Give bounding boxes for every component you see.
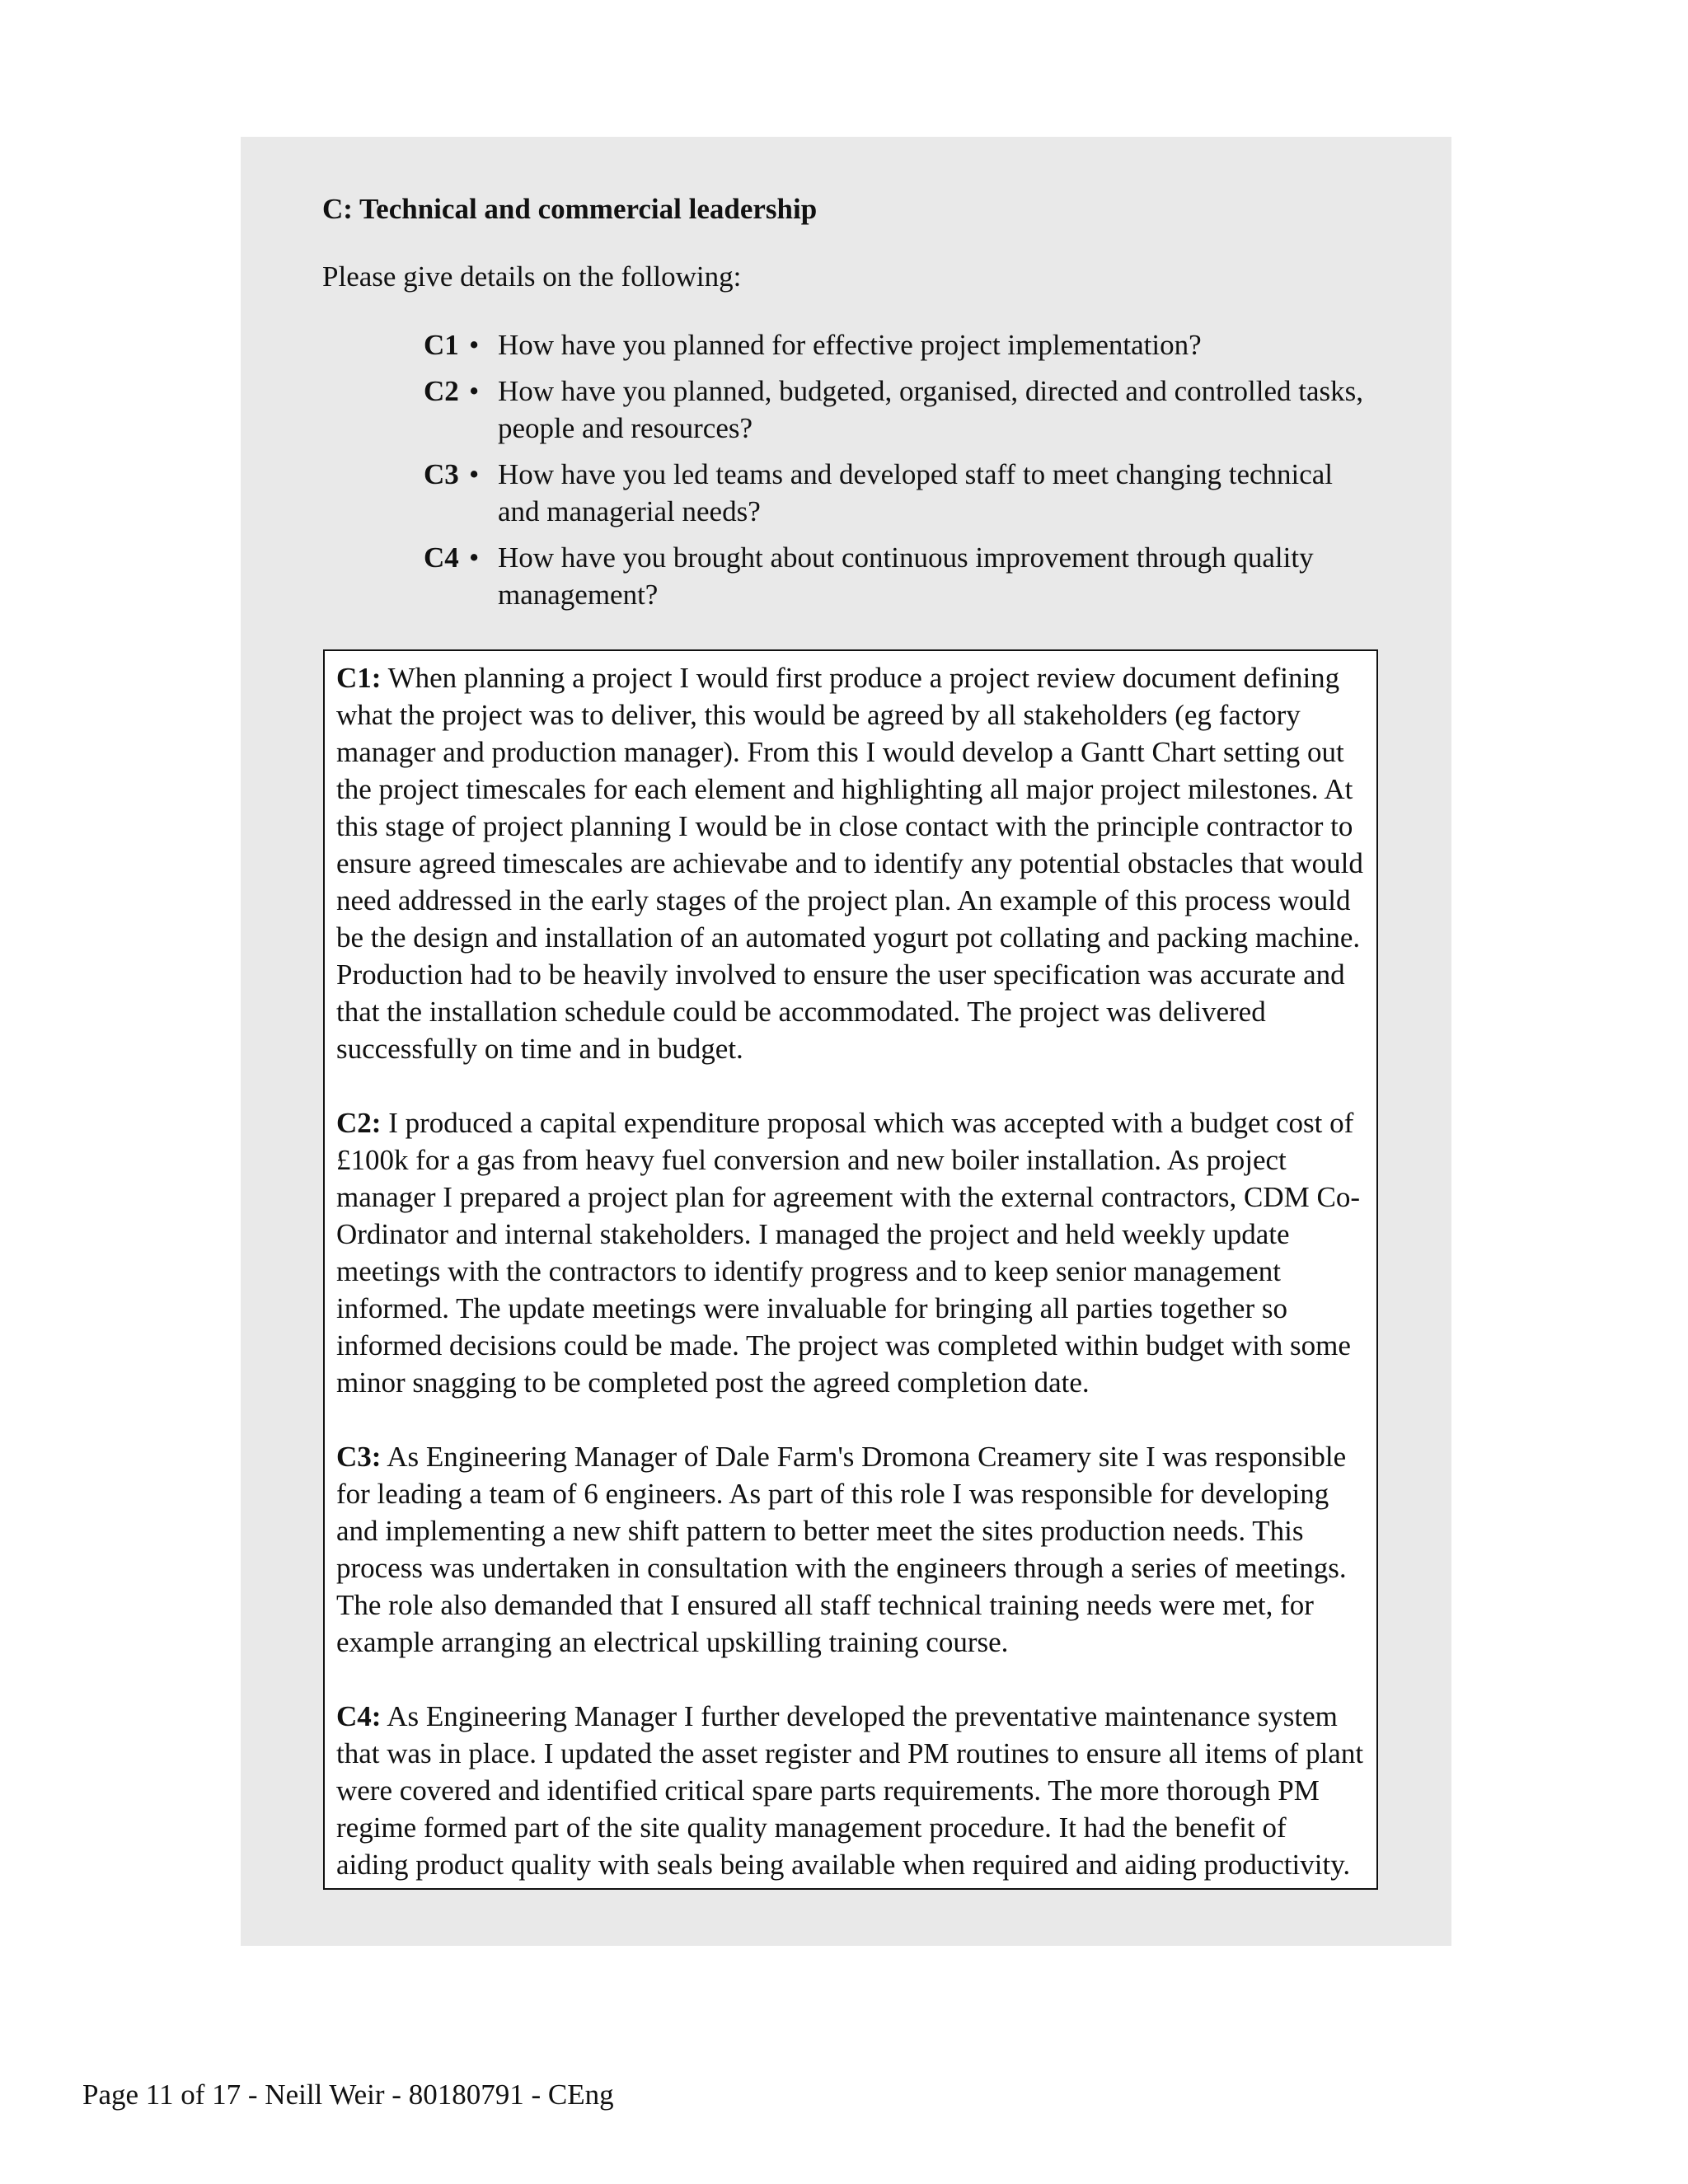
answer-text: When planning a project I would first produce a project review document defining what the project was to deliver, this would be agreed by all stakeholders (eg factory manager and production manager). From this I would develop a Gantt Chart setting out the project timescales for each element and highlighting all major project milestones. At this stage of project planning I would be in close contact with the principle contractor to ensure agreed timescales are achievabe and to identify any potential obstacles that would need addressed in the early stages of the project plan. An example of this process would be the design and installation of an automated yogurt pot collating and packing machine. Production had to be heavily involved to ensure the user specification was accurate and that the installation schedule could be accommodated. The project was delivered successfully on time and in budget. (336, 662, 1363, 1065)
answer-code: C4: (336, 1700, 382, 1732)
question-code: C3 (424, 458, 459, 490)
question-text: How have you led teams and developed staff to meet changing technical and managerial needs? (498, 458, 1334, 527)
question-item (424, 373, 1372, 447)
question-list (424, 326, 1372, 622)
question-text: How have you planned, budgeted, organised, directed and controlled tasks, people and resources? (498, 375, 1364, 444)
question-item (424, 456, 1372, 530)
page-footer: Page 11 of 17 - Neill Weir - 80180791 - CEng (82, 2079, 614, 2111)
bullet-icon: • (469, 375, 480, 407)
question-text: How have you planned for effective project implementation? (498, 329, 1202, 361)
question-code: C2 (424, 375, 459, 407)
section-panel (241, 137, 1451, 1946)
answer-text: As Engineering Manager I further developed the preventative maintenance system that was in place. I updated the asset register and PM routines to ensure all items of plant were covered and identified critical spare parts requirements. The more thorough PM regime formed part of the site quality management procedure. It had the benefit of aiding product quality with seals being available when required and aiding productivity. (336, 1700, 1364, 1881)
bullet-icon: • (469, 329, 480, 361)
bullet-icon: • (469, 458, 480, 490)
answer-paragraph (336, 1698, 1365, 1883)
answer-code: C3: (336, 1441, 382, 1473)
section-title: C: Technical and commercial leadership (322, 193, 818, 225)
question-item (424, 326, 1372, 363)
answer-paragraph (336, 1438, 1365, 1661)
question-text: How have you brought about continuous improvement through quality management? (498, 541, 1314, 611)
answer-box (323, 649, 1378, 1890)
answer-text: I produced a capital expenditure proposal which was accepted with a budget cost of £100k for a gas from heavy fuel conversion and new boiler installation. As project manager I prepared a project plan for agreement with the external contractors, CDM Co-Ordinator and internal stakeholders. I managed the project and held weekly update meetings with the contractors to identify progress and to keep senior management informed. The update meetings were invaluable for bringing all parties together so informed decisions could be made. The project was completed within budget with some minor snagging to be completed post the agreed completion date. (336, 1107, 1360, 1399)
question-code: C4 (424, 541, 459, 574)
answer-code: C1: (336, 662, 382, 694)
section-intro: Please give details on the following: (322, 260, 742, 293)
answer-paragraph (336, 659, 1365, 1067)
answer-text: As Engineering Manager of Dale Farm's Dromona Creamery site I was responsible for leading a team of 6 engineers. As part of this role I was responsible for developing and implementing a new shift pattern to better meet the sites production needs. This process was undertaken in consultation with the engineers through a series of meetings. The role also demanded that I ensured all staff technical training needs were met, for example arranging an electrical upskilling training course. (336, 1441, 1347, 1658)
answer-paragraph (336, 1104, 1365, 1401)
answer-code: C2: (336, 1107, 382, 1139)
question-code: C1 (424, 329, 459, 361)
bullet-icon: • (469, 541, 480, 574)
question-item (424, 539, 1372, 613)
